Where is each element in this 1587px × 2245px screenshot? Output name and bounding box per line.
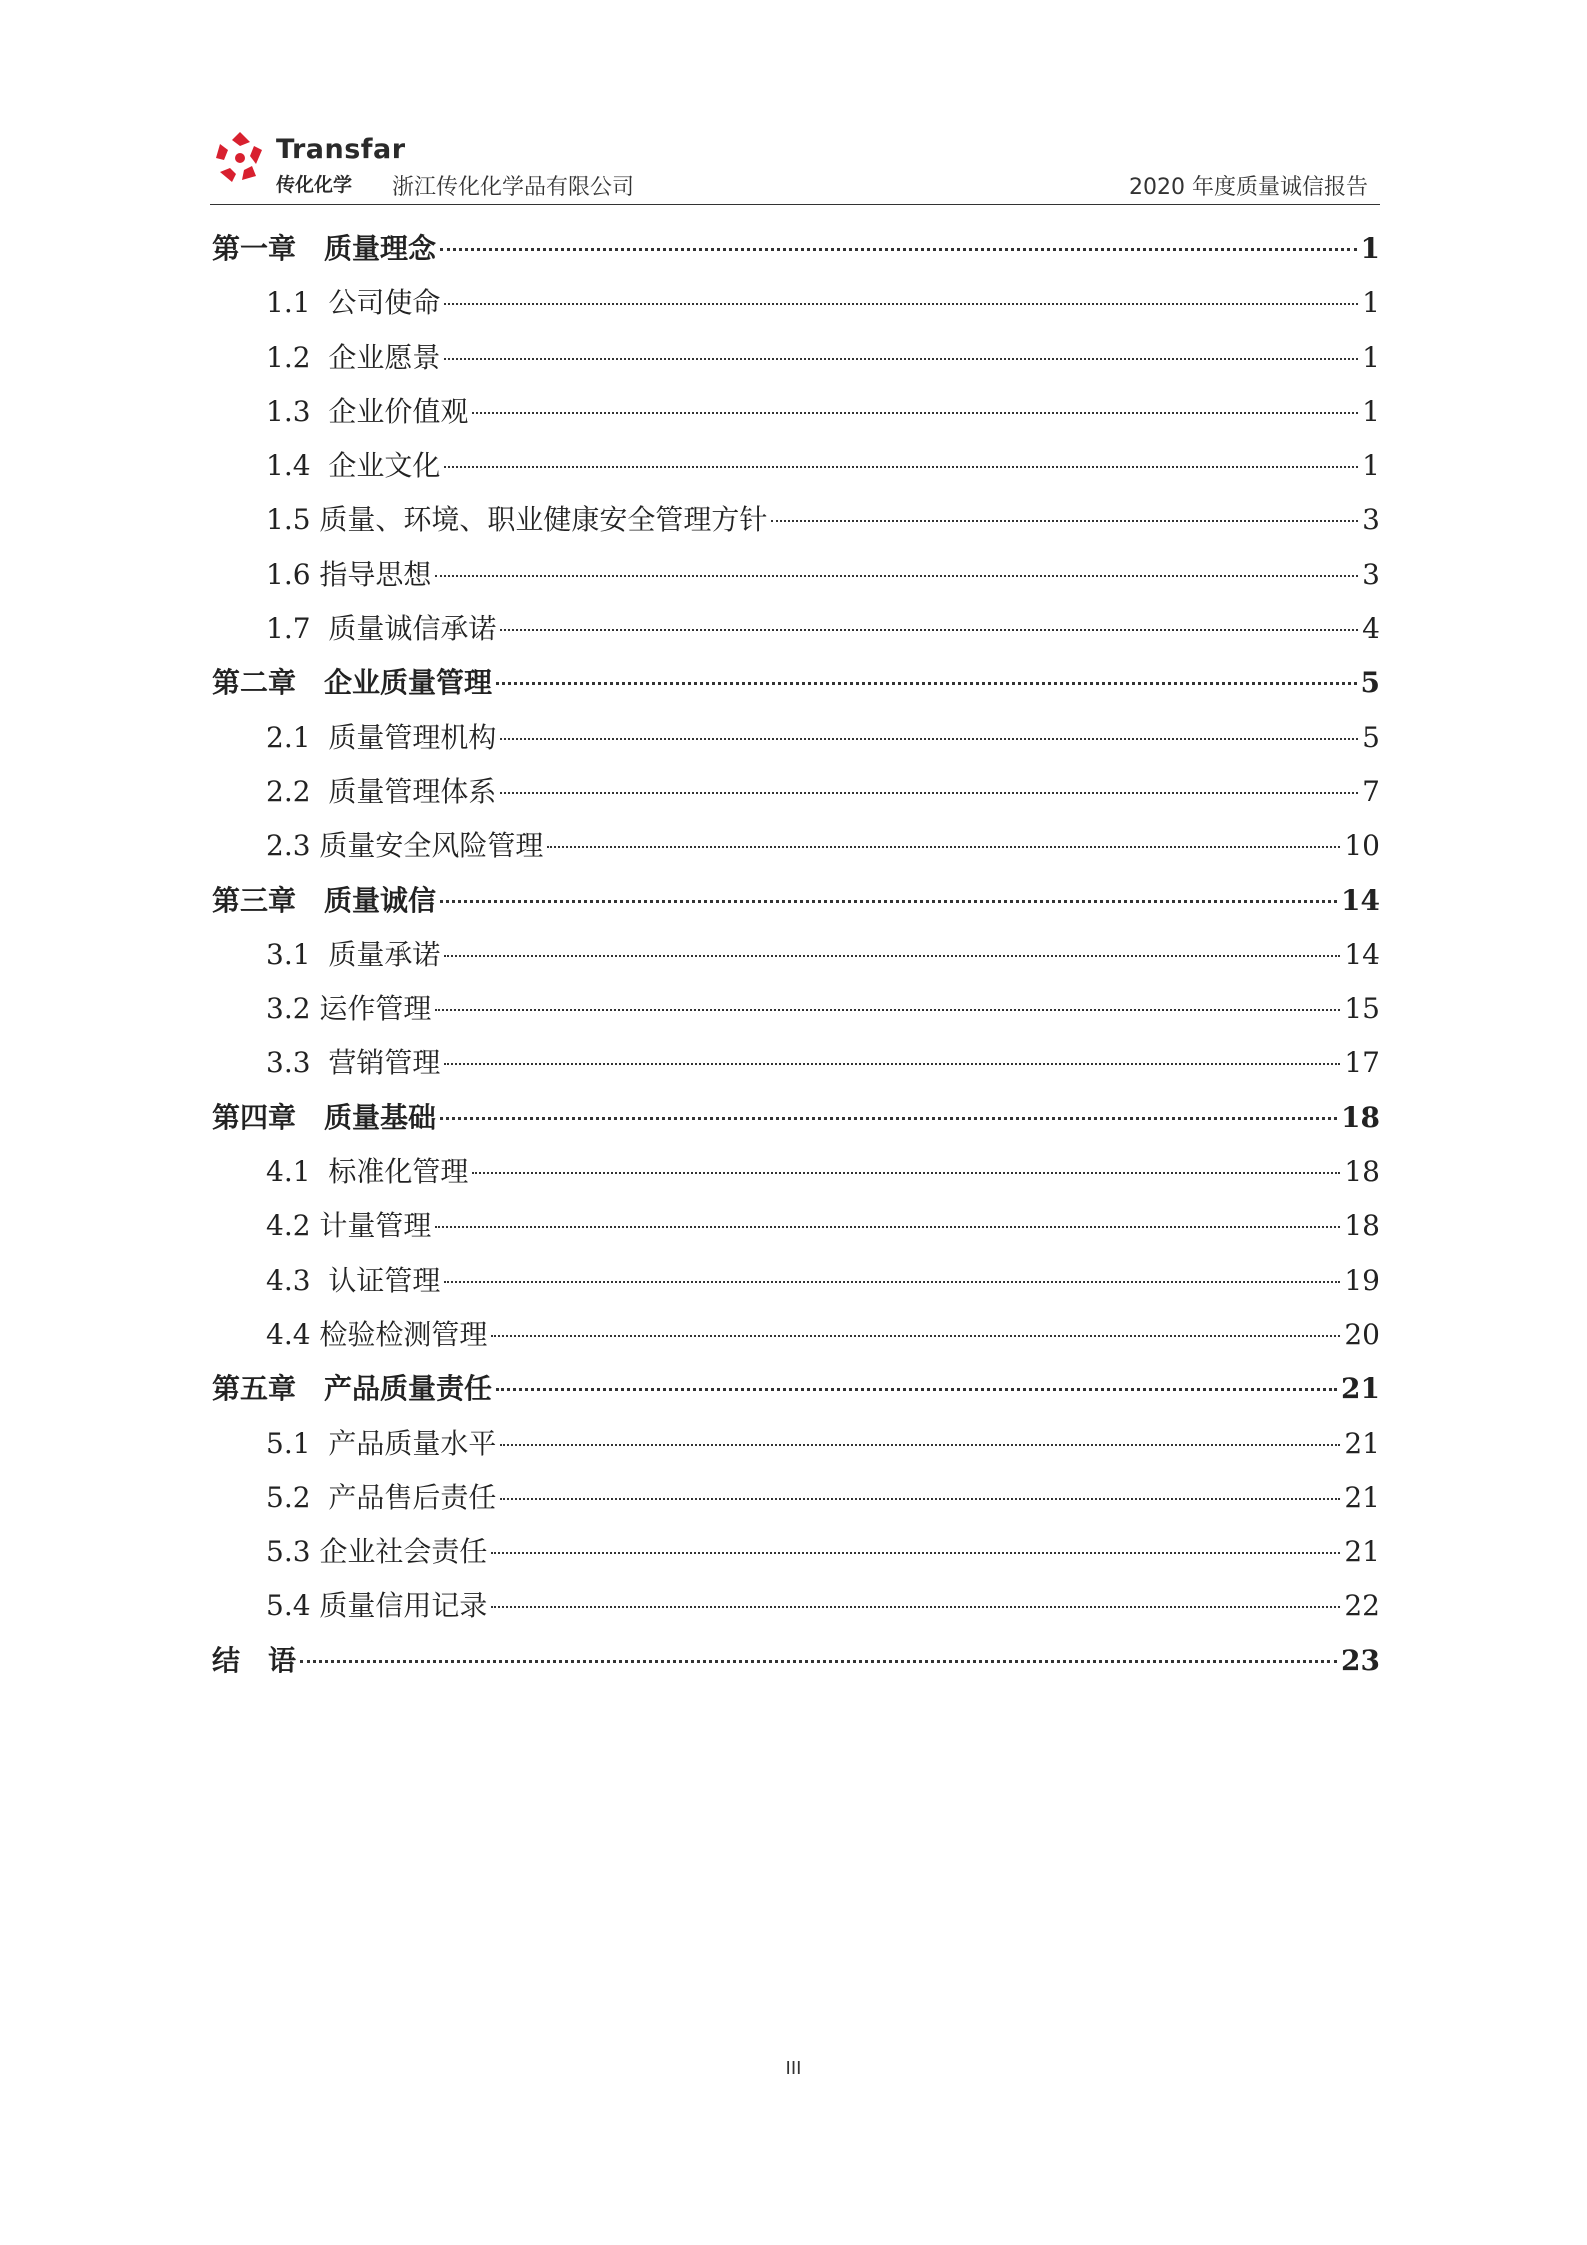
toc-entry-page: 10 — [1344, 829, 1380, 863]
toc-chapter-entry[interactable] — [212, 1091, 1380, 1145]
dot-leader — [435, 1226, 1340, 1228]
toc-chapter-entry[interactable] — [212, 874, 1380, 928]
toc-entry-page: 7 — [1362, 774, 1380, 808]
toc-entry-page: 5 — [1360, 666, 1380, 700]
toc-entry-page: 3 — [1362, 503, 1380, 537]
toc-entry-title: 3.3 营销管理 — [266, 1046, 441, 1080]
dot-leader — [771, 520, 1358, 522]
dot-leader — [440, 248, 1357, 251]
toc-section-entry[interactable] — [212, 928, 1380, 982]
transfar-logo-icon — [210, 128, 270, 186]
toc-entry-page: 18 — [1344, 1155, 1380, 1189]
dot-leader — [440, 900, 1337, 903]
page-number: III — [785, 2058, 802, 2079]
dot-leader — [491, 1552, 1340, 1554]
toc-section-entry[interactable] — [212, 385, 1380, 439]
toc-entry-title: 1.4 企业文化 — [266, 449, 441, 483]
dot-leader — [444, 466, 1358, 468]
toc-entry-title: 第五章 产品质量责任 — [212, 1372, 493, 1406]
dot-leader — [444, 358, 1358, 360]
toc-entry-page: 21 — [1344, 1426, 1380, 1460]
logo-text: Transfar — [276, 134, 406, 165]
toc-section-entry[interactable] — [212, 819, 1380, 873]
company-name: 浙江传化化学品有限公司 — [392, 175, 635, 200]
toc-entry-page: 21 — [1344, 1480, 1380, 1514]
toc-section-entry[interactable] — [212, 765, 1380, 819]
toc-section-entry[interactable] — [212, 1579, 1380, 1633]
toc-entry-page: 19 — [1344, 1263, 1380, 1297]
dot-leader — [500, 1498, 1340, 1500]
toc-entry-title: 第四章 质量基础 — [212, 1100, 437, 1134]
dot-leader — [500, 629, 1358, 631]
toc-entry-page: 14 — [1344, 937, 1380, 971]
toc-entry-page: 1 — [1362, 394, 1380, 428]
table-of-contents — [212, 222, 1380, 1688]
dot-leader — [444, 1281, 1340, 1283]
report-title: 2020 年度质量诚信报告 — [1129, 175, 1368, 200]
toc-section-entry[interactable] — [212, 602, 1380, 656]
dot-leader — [444, 955, 1340, 957]
toc-section-entry[interactable] — [212, 1308, 1380, 1362]
dot-leader — [444, 1063, 1340, 1065]
toc-entry-page: 4 — [1362, 612, 1380, 646]
toc-section-entry[interactable] — [212, 276, 1380, 330]
toc-section-entry[interactable] — [212, 982, 1380, 1036]
toc-section-entry[interactable] — [212, 439, 1380, 493]
toc-entry-title: 第二章 企业质量管理 — [212, 666, 493, 700]
toc-entry-title: 1.7 质量诚信承诺 — [266, 612, 497, 646]
toc-entry-title: 第三章 质量诚信 — [212, 883, 437, 917]
toc-chapter-entry[interactable] — [212, 656, 1380, 710]
toc-section-entry[interactable] — [212, 331, 1380, 385]
toc-entry-page: 21 — [1344, 1535, 1380, 1569]
toc-section-entry[interactable] — [212, 1525, 1380, 1579]
toc-section-entry[interactable] — [212, 1417, 1380, 1471]
dot-leader — [496, 1388, 1337, 1391]
toc-entry-title: 5.3 企业社会责任 — [266, 1535, 488, 1569]
toc-section-entry[interactable] — [212, 548, 1380, 602]
toc-entry-page: 15 — [1344, 992, 1380, 1026]
toc-section-entry[interactable] — [212, 1254, 1380, 1308]
toc-entry-page: 21 — [1341, 1372, 1380, 1406]
dot-leader — [500, 1444, 1340, 1446]
toc-entry-title: 4.4 检验检测管理 — [266, 1317, 488, 1351]
toc-section-entry[interactable] — [212, 1145, 1380, 1199]
dot-leader — [491, 1335, 1340, 1337]
toc-entry-page: 1 — [1362, 286, 1380, 320]
toc-entry-title: 2.2 质量管理体系 — [266, 774, 497, 808]
toc-section-entry[interactable] — [212, 711, 1380, 765]
toc-entry-title: 第一章 质量理念 — [212, 232, 437, 265]
toc-chapter-entry[interactable] — [212, 1362, 1380, 1416]
toc-section-entry[interactable] — [212, 1471, 1380, 1525]
toc-entry-title: 4.2 计量管理 — [266, 1209, 432, 1243]
toc-entry-title: 1.3 企业价值观 — [266, 394, 469, 428]
toc-entry-page: 17 — [1344, 1046, 1380, 1080]
dot-leader — [500, 738, 1358, 740]
dot-leader — [547, 846, 1340, 848]
toc-entry-page: 1 — [1362, 449, 1380, 483]
toc-entry-title: 2.3 质量安全风险管理 — [266, 829, 544, 863]
toc-section-entry[interactable] — [212, 493, 1380, 547]
dot-leader — [300, 1660, 1337, 1663]
toc-entry-page: 18 — [1344, 1209, 1380, 1243]
toc-entry-title: 1.2 企业愿景 — [266, 340, 441, 374]
toc-entry-page: 3 — [1362, 557, 1380, 591]
toc-entry-title: 1.5 质量、环境、职业健康安全管理方针 — [266, 503, 768, 537]
toc-chapter-entry[interactable] — [212, 1634, 1380, 1688]
toc-entry-page: 18 — [1341, 1100, 1380, 1134]
toc-entry-title: 5.4 质量信用记录 — [266, 1589, 488, 1623]
toc-entry-title: 1.1 公司使命 — [266, 286, 441, 320]
dot-leader — [496, 682, 1357, 685]
toc-entry-page: 1 — [1360, 232, 1380, 265]
dot-leader — [435, 575, 1358, 577]
toc-section-entry[interactable] — [212, 1036, 1380, 1090]
toc-chapter-entry[interactable] — [212, 222, 1380, 276]
toc-entry-page: 23 — [1341, 1643, 1380, 1677]
dot-leader — [472, 412, 1358, 414]
toc-entry-title: 3.1 质量承诺 — [266, 937, 441, 971]
toc-entry-title: 结 语 — [212, 1643, 297, 1677]
toc-entry-title: 5.2 产品售后责任 — [266, 1480, 497, 1514]
dot-leader — [472, 1172, 1340, 1174]
page-header — [210, 128, 1380, 205]
dot-leader — [500, 792, 1358, 794]
dot-leader — [444, 303, 1358, 305]
toc-entry-title: 1.6 指导思想 — [266, 557, 432, 591]
dot-leader — [491, 1606, 1340, 1608]
toc-entry-page: 20 — [1344, 1317, 1380, 1351]
toc-entry-title: 2.1 质量管理机构 — [266, 720, 497, 754]
toc-entry-page: 14 — [1341, 883, 1380, 917]
logo-chinese-text: 传化化学 — [276, 174, 353, 196]
toc-section-entry[interactable] — [212, 1199, 1380, 1253]
toc-entry-page: 22 — [1344, 1589, 1380, 1623]
toc-entry-page: 5 — [1362, 720, 1380, 754]
toc-entry-title: 4.3 认证管理 — [266, 1263, 441, 1297]
toc-entry-page: 1 — [1362, 340, 1380, 374]
toc-entry-title: 4.1 标准化管理 — [266, 1155, 469, 1189]
toc-entry-title: 3.2 运作管理 — [266, 992, 432, 1026]
dot-leader — [435, 1009, 1340, 1011]
dot-leader — [440, 1117, 1337, 1120]
toc-entry-title: 5.1 产品质量水平 — [266, 1426, 497, 1460]
